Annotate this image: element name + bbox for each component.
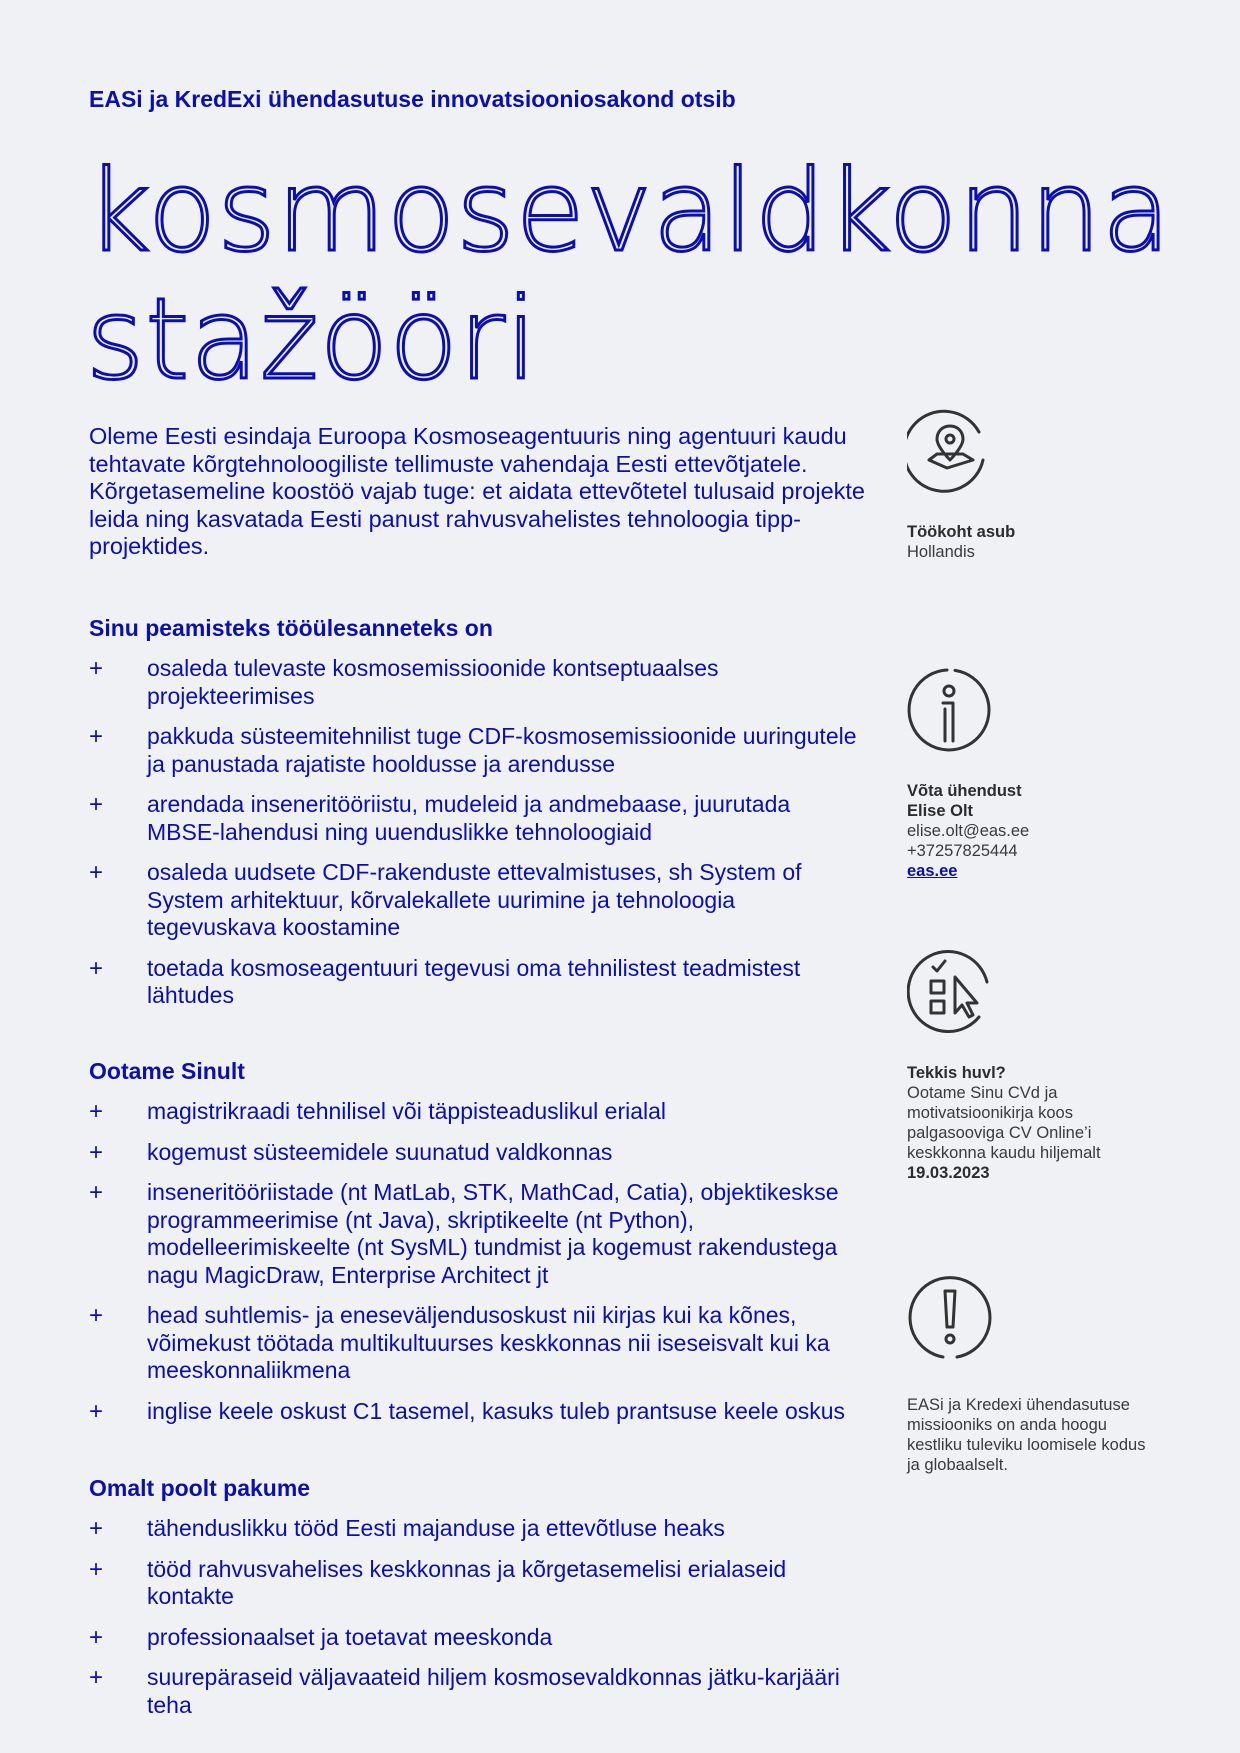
kicker: EASi ja KredExi ühendasutuse innovatsiooniosakond otsib: [89, 86, 736, 112]
list-item: + inseneritööriistade (nt MatLab, STK, MathCad, Catia), objektikeskse programmeerimise (nt Java), skriptikeelte (nt Python), modelleerimiskeelte (nt SysML) tundmist ja kogemust rakendustega nagu MagicDraw, Enterprise Architect jt: [89, 1179, 839, 1288]
apply-label: Tekkis huvl?: [907, 1064, 1006, 1082]
contact-email[interactable]: elise.olt@eas.ee: [907, 822, 1030, 840]
offer-heading: Omalt poolt pakume: [89, 1475, 311, 1501]
contact-phone[interactable]: +37257825444: [907, 842, 1018, 860]
mission-text: EASi ja Kredexi ühendasutuse missiooniks on anda hoogu kestliku tuleviku loomisele kodus ja globaalselt.: [907, 1396, 1146, 1474]
map-pin-icon: [907, 408, 993, 494]
apply-deadline: 19.03.2023: [907, 1164, 990, 1182]
list-item: + inglise keele oskust C1 tasemel, kasuks tuleb prantsuse keele oskus: [89, 1397, 846, 1425]
plus-marker: +: [89, 1179, 104, 1206]
offer-list: [89, 1515, 869, 1719]
tasks-list: [89, 655, 869, 1010]
plus-marker: +: [89, 1664, 104, 1691]
list-item: + pakkuda süsteemitehnilist tuge CDF-kosmosemissioonide uuringutele ja panustada rajatiste hooldusse ja arendusse: [89, 723, 857, 777]
expect-list: [89, 1098, 889, 1425]
mission-block: [907, 1275, 1167, 1475]
list-item: + toetada kosmoseagentuuri tegevusi oma tehnilistest teadmistest lähtudes: [89, 954, 801, 1008]
list-item: + osaleda tulevaste kosmosemissioonide kontseptuaalses projekteerimises: [89, 655, 719, 709]
plus-marker: +: [89, 791, 104, 818]
plus-marker: +: [89, 1555, 104, 1583]
list-item: + arendada inseneritööriistu, mudeleid ja andmebaase, juurutada MBSE-lahendusi ning uuenduslikke tehnoloogiaid: [89, 791, 791, 845]
plus-marker: +: [89, 655, 104, 682]
contact-name: Elise Olt: [907, 802, 974, 820]
list-item: + kogemust süsteemidele suunatud valdkonnas: [89, 1138, 613, 1166]
plus-marker: +: [89, 723, 104, 750]
list-item: + osaleda uudsete CDF-rakenduste ettevalmistuses, sh System of System arhitektuur, kõrvalekallete uurimine ja tehnoloogia tegevuskava koostamine: [89, 859, 802, 940]
location-value: Hollandis: [907, 543, 975, 561]
expect-heading: Ootame Sinult: [89, 1058, 245, 1084]
list-item: + magistrikraadi tehnilisel või täppisteaduslikul erialal: [89, 1098, 667, 1125]
info-icon: [907, 667, 993, 753]
checklist-cursor-icon: [907, 947, 993, 1033]
apply-block: [907, 947, 1167, 1183]
contact-link[interactable]: eas.ee: [907, 862, 958, 880]
location-label: Töökoht asub: [907, 523, 1016, 541]
list-item: + head suhtlemis- ja eneseväljendusoskust nii kirjas kui ka kõnes, võimekust töötada multikultuurses keskkonnas nii iseseisvalt kui ka meeskonnaliikmena: [89, 1302, 830, 1383]
plus-marker: +: [89, 859, 104, 886]
location-block: [907, 408, 1167, 562]
intro-paragraph: Oleme Eesti esindaja Euroopa Kosmoseagentuuris ning agentuuri kaudu tehtavate kõrgtehnoloogiliste tellimuste vahendaja Eesti ettevõtjatele. Kõrgetasemeline koostöö vajab tuge: et aidata ettevõtetel tulusaid projekte leida ning kasvatada Eesti panust rahvusvahelistes tehnoloogia tipp-projektides.: [89, 423, 866, 559]
title-line-1: kosmosevaldkonna: [86, 147, 1172, 277]
list-item: + suurepäraseid väljavaateid hiljem kosmosevaldkonnas jätku-karjääri teha: [89, 1664, 840, 1718]
plus-marker: +: [89, 954, 104, 982]
contact-label: Võta ühendust: [907, 782, 1022, 800]
page-title: [86, 147, 1172, 405]
plus-marker: +: [89, 1623, 104, 1651]
list-item: + tööd rahvusvahelises keskkonnas ja kõrgetasemelisi erialaseid kontakte: [89, 1555, 787, 1609]
list-item: + professionaalset ja toetavat meeskonda: [89, 1623, 553, 1651]
apply-text: Ootame Sinu CVd ja motivatsioonikirja koos palgasooviga CV Online’i keskkonna kaudu hiljemalt: [907, 1084, 1101, 1162]
tasks-heading: Sinu peamisteks tööülesanneteks on: [89, 615, 493, 641]
list-item: + tähenduslikku tööd Eesti majanduse ja ettevõtluse heaks: [89, 1515, 725, 1542]
plus-marker: +: [89, 1098, 104, 1125]
plus-marker: +: [89, 1515, 104, 1542]
exclamation-icon: [907, 1275, 993, 1361]
plus-marker: +: [89, 1397, 104, 1425]
contact-block: [907, 667, 1167, 881]
plus-marker: +: [89, 1302, 104, 1329]
title-line-2: stažööri: [86, 275, 538, 405]
plus-marker: +: [89, 1138, 104, 1166]
